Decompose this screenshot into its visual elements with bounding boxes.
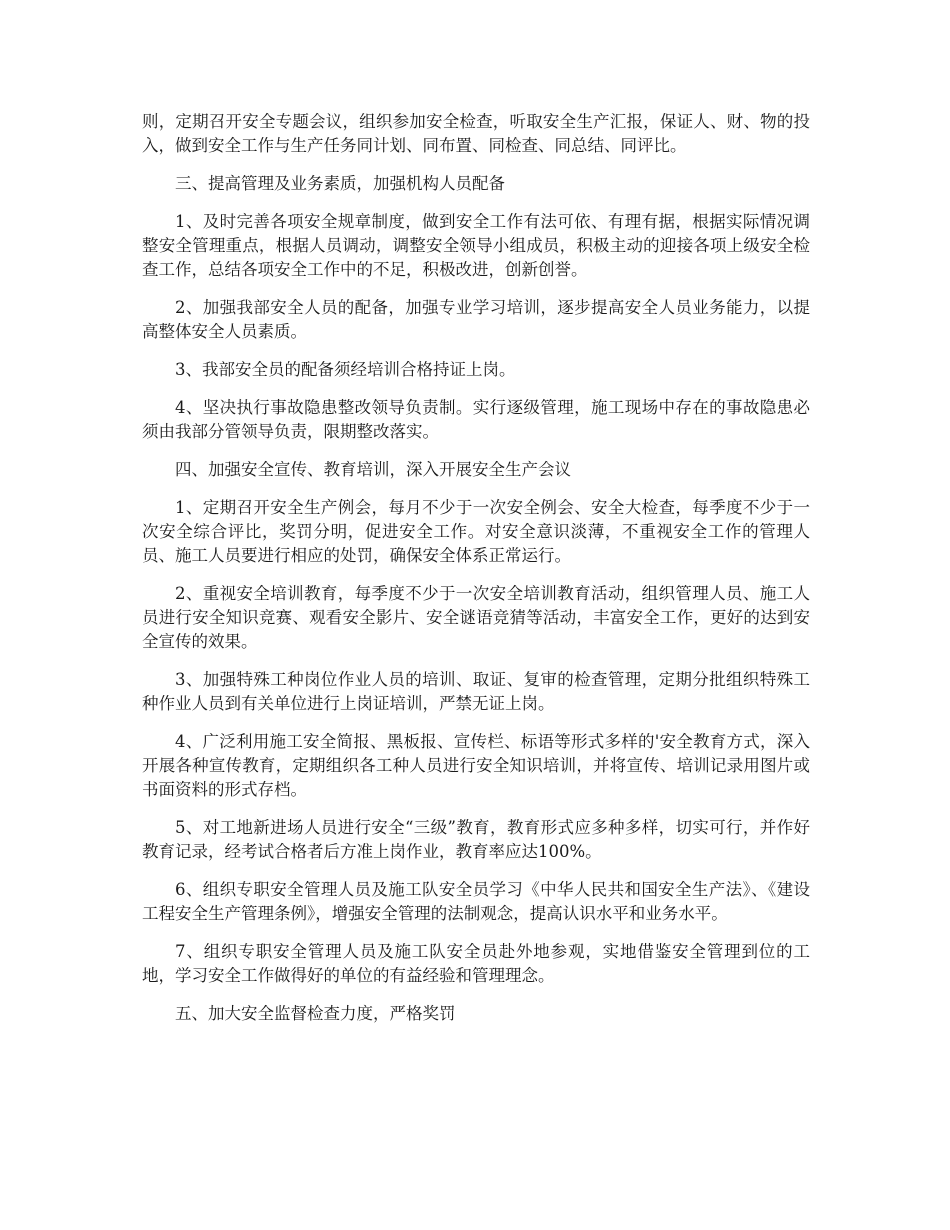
- paragraph-3-1: 1、及时完善各项安全规章制度，做到安全工作有法可依、有理有据，根据实际情况调整安全管理重点，根据人员调动，调整安全领导小组成员，积极主动的迎接各项上级安全检查工作，总结各项安全工作中的不足，积极改进，创新创誉。: [142, 212, 810, 279]
- paragraph-4-4: 4、广泛利用施工安全简报、黑板报、宣传栏、标语等形式多样的'安全教育方式，深入开展各种宣传教育，定期组织各工种人员进行安全知识培训，并将宣传、培训记录用图片或书面资料的形式存档。: [142, 732, 810, 799]
- paragraph-4-1: 1、定期召开安全生产例会，每月不少于一次安全例会、安全大检查，每季度不少于一次安全综合评比，奖罚分明，促进安全工作。对安全意识淡薄，不重视安全工作的管理人员、施工人员要进行相应的处罚，确保安全体系正常运行。: [142, 498, 810, 565]
- section-heading-4: 四、加强安全宣传、教育培训，深入开展安全生产会议: [175, 460, 571, 479]
- paragraph-3-3: 3、我部安全员的配备须经培训合格持证上岗。: [175, 360, 516, 379]
- paragraph-4-2: 2、重视安全培训教育，每季度不少于一次安全培训教育活动，组织管理人员、施工人员进行安全知识竞赛、观看安全影片、安全谜语竞猜等活动，丰富安全工作，更好的达到安全宣传的效果。: [142, 584, 810, 651]
- section-heading-3: 三、提高管理及业务素质，加强机构人员配备: [175, 174, 505, 193]
- paragraph-4-6: 6、组织专职安全管理人员及施工队安全员学习《中华人民共和国安全生产法》、《建设工程安全生产管理条例》，增强安全管理的法制观念，提高认识水平和业务水平。: [142, 880, 810, 923]
- paragraph-4-3: 3、加强特殊工种岗位作业人员的培训、取证、复审的检查管理，定期分批组织特殊工种作业人员到有关单位进行上岗证培训，严禁无证上岗。: [142, 670, 810, 713]
- paragraph-3-2: 2、加强我部安全人员的配备，加强专业学习培训，逐步提高安全人员业务能力，以提高整体安全人员素质。: [142, 298, 810, 341]
- paragraph-3-4: 4、坚决执行事故隐患整改领导负责制。实行逐级管理，施工现场中存在的事故隐患必须由我部分管领导负责，限期整改落实。: [142, 398, 810, 441]
- paragraph-4-5: 5、对工地新进场人员进行安全“三级”教育，教育形式应多种多样，切实可行，并作好教育记录，经考试合格者后方准上岗作业，教育率应达100%。: [142, 818, 810, 861]
- paragraph-continuation: 则，定期召开安全专题会议，组织参加安全检查，听取安全生产汇报，保证人、财、物的投入，做到安全工作与生产任务同计划、同布置、同检查、同总结、同评比。: [142, 112, 810, 155]
- document-page: [142, 110, 810, 1040]
- section-heading-5: 五、加大安全监督检查力度，严格奖罚: [175, 1004, 456, 1023]
- paragraph-4-7: 7、组织专职安全管理人员及施工队安全员赴外地参观，实地借鉴安全管理到位的工地，学习安全工作做得好的单位的有益经验和管理理念。: [142, 942, 810, 985]
